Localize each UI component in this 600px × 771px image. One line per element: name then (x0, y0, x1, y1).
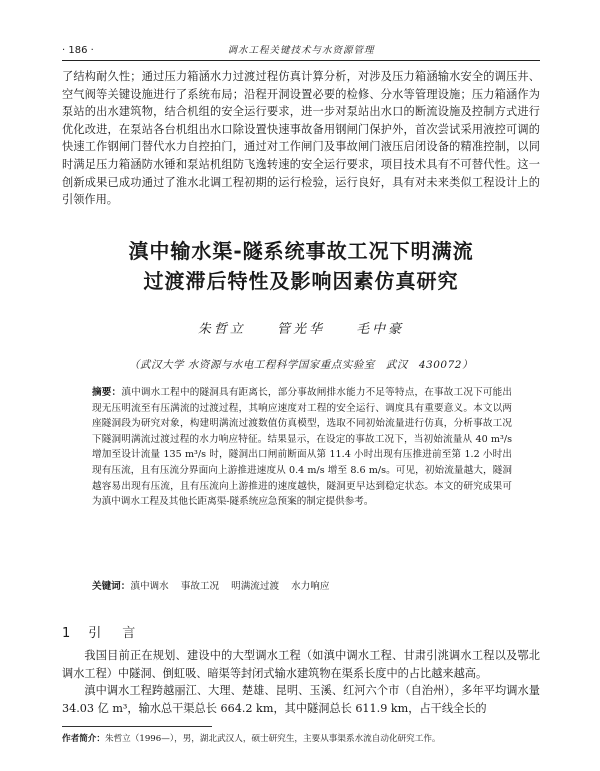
section-body (62, 647, 540, 717)
header-rule (62, 60, 540, 61)
keywords (92, 579, 512, 595)
page-number: · 186 · (62, 45, 94, 56)
affiliation: （武汉大学 水资源与水电工程科学国家重点实验室 武汉 430072） (129, 359, 473, 371)
footnote (62, 733, 540, 745)
footnote-rule (62, 726, 212, 727)
footnote-label: 作者简介： (62, 734, 105, 744)
abstract-label: 摘要： (92, 387, 122, 398)
section-title: 引 言 (88, 626, 140, 641)
body-paragraph: 我国目前正在规划、建设中的大型调水工程（如滇中调水工程、甘肃引洮调水工程以及鄂北调水工程）中隧洞、倒虹吸、暗渠等封闭式输水建筑物在渠系长度中的占比越来越高。 (62, 649, 540, 680)
author-list (62, 318, 540, 337)
section-heading (62, 622, 139, 641)
keywords-label: 关键词： (92, 581, 131, 592)
abstract (92, 385, 512, 510)
author-name: 朱哲立 (197, 322, 246, 337)
paper-title-line-1: 滇中输水渠-隧系统事故工况下明满流 (128, 239, 474, 263)
section-number: 1 (62, 626, 75, 641)
intro-paragraph-block (62, 68, 540, 209)
body-paragraph: 滇中调水工程跨越丽江、大理、楚雄、昆明、玉溪、红河六个市（自治州），多年平均调水量 34.03 亿 m³，输水总干渠总长 664.2 km，其中隧洞总长 611.9 km，占干线全长的 (62, 684, 540, 715)
footnote-text: 朱哲立（1996—），男，湖北武汉人，硕士研究生，主要从事渠系水流自动化研究工作。 (104, 734, 441, 744)
keyword: 明满流过渡 (231, 581, 280, 592)
keyword: 水力响应 (291, 581, 330, 592)
author-name: 毛中豪 (356, 322, 405, 337)
intro-paragraph: 了结构耐久性；通过压力箱涵水力过渡过程仿真计算分析，对涉及压力箱涵输水安全的调压井、空气阀等关键设施进行了系统布局；沿程开洞设置必要的检修、分水等管理设施；压力箱涵作为泵站的出水建筑物，结合机组的安全运行要求，进一步对泵站出水口的断流设施及控制方式进行优化改进，在泵站各台机组出水口除设置快速事故备用钢闸门保护外，首次尝试采用液控可调的快速工作钢闸门替代水力自控拍门，通过对工作闸门及事故闸门液压启闭设备的精准控制，以同时满足压力箱涵防水锤和泵站机组防飞逸转速的安全运行要求，项目技术具有不可替代性。这一创新成果已成功通过了淮水北调工程初期的运行检验，运行良好，具有对未来类似工程设计上的引领作用。 (62, 70, 540, 207)
keyword: 滇中调水 (130, 581, 169, 592)
journal-title: 调水工程关键技术与水资源管理 (227, 45, 375, 56)
paper-title-line-2: 过渡滞后特性及影响因素仿真研究 (143, 269, 459, 293)
abstract-text: 滇中调水工程中的隧洞具有距离长，部分事故闸排水能力不足等特点，在事故工况下可能出现无压明流至有压满流的过渡过程，其响应速度对工程的安全运行、调度具有重要意义。本文以两座隧洞段为研究对象，构建明满流过渡数值仿真模型，选取不同初始流量进行仿真，分析事故工况下隧洞明满流过渡过程的水力响应特征。结果显示，在设定的事故工况下，当初始流量从 40 m³/s 增加至设计流量 135 m³/s 时，隧洞出口闸前断面从第 11.4 小时出现有压推进前至第 1.2 小时出现有压流，且有压流分界面向上游推进速度从 0.4 m/s 增至 8.6 m/s。可见，初始流量越大，隧洞越容易出现有压流，且有压流向上游推进的速度越快，隧洞更早达到稳定状态。本文的研究成果可为滇中调水工程及其他长距离渠-隧系统应急预案的制定提供参考。 (92, 387, 513, 508)
keyword: 事故工况 (180, 581, 220, 592)
author-name: 管光华 (276, 322, 325, 337)
running-header (62, 42, 540, 56)
